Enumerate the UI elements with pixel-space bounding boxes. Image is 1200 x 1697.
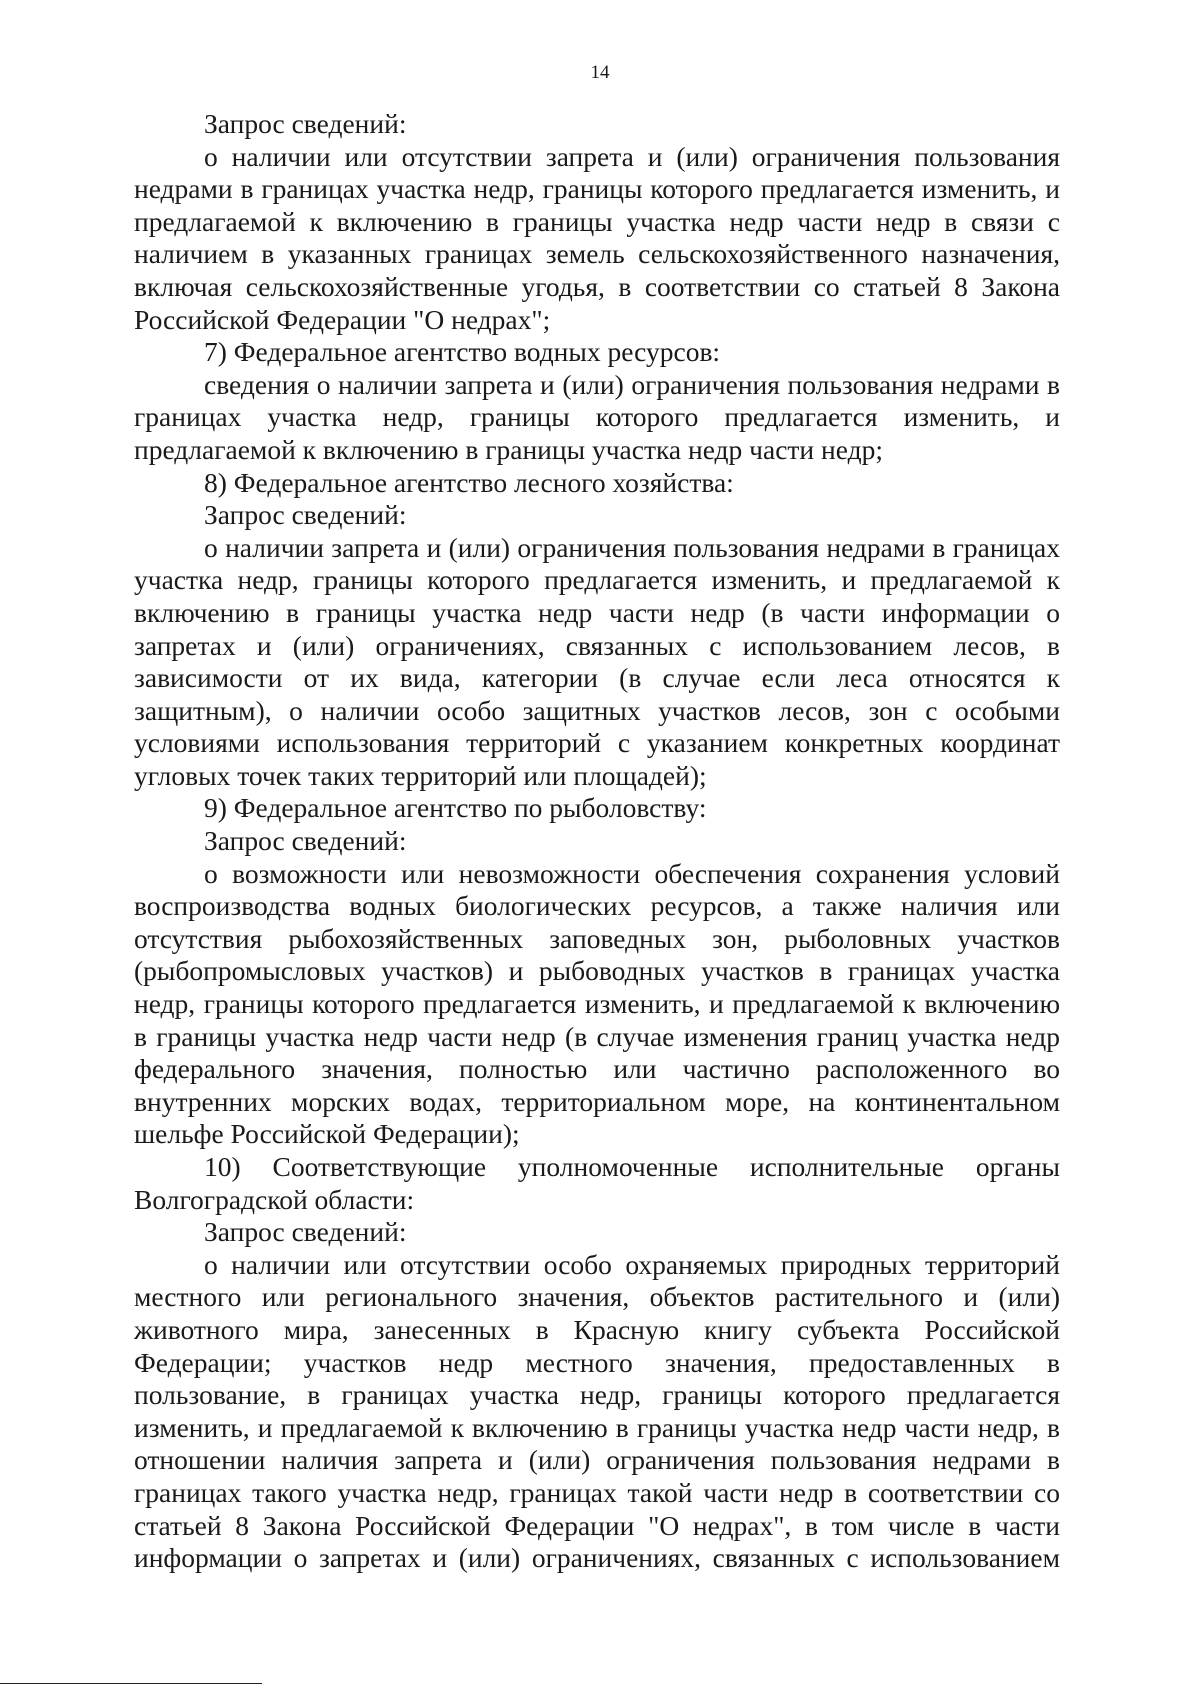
paragraph-item-10-heading: 10) Соответствующие уполномоченные исполнительные органы Волгоградской области: (134, 1151, 1060, 1215)
paragraph-item-8-heading: 8) Федеральное агентство лесного хозяйства: (204, 466, 734, 498)
paragraph-agricultural-lands: о наличии или отсутствии запрета и (или) ограничения пользования недрами в границах участка недр, границы которого предлагается изменить, и предлагаемой к включению в границы участка недр части недр в связи с наличием в указанных границах земель сельскохозяйственного назначения, включая сельскохозяйственные угодья, в соответствии со статьей 8 Закона Российской Федерации "О недрах"; (134, 140, 1060, 335)
paragraph-request-heading: Запрос сведений: (204, 1216, 407, 1248)
paragraph-fisheries: о возможности или невозможности обеспечения сохранения условий воспроизводства водных биологических ресурсов, а также наличия или отсутствия рыбохозяйственных заповедных зон, рыболовных участков (рыбопромысловых участков) и рыбоводных участков в границах участка недр, границы которого предлагается изменить, и предлагаемой к включению в границы участка недр части недр (в случае изменения границ участка недр федерального значения, полностью или частично расположенного во внутренних морских водах, территориальном море, на континентальном шельфе Российской Федерации); (134, 857, 1060, 1150)
paragraph-request-heading: Запрос сведений: (204, 825, 407, 857)
paragraph-item-9-heading: 9) Федеральное агентство по рыболовству: (204, 792, 707, 824)
paragraph-protected-areas: о наличии или отсутствии особо охраняемых природных территорий местного или регионального значения, объектов растительного и (или) животного мира, занесенных в Красную книгу субъекта Российской Федерации; участков недр местного значения, предоставленных в пользование, в границах участка недр, границы которого предлагается изменить, и предлагаемой к включению в границы участка недр части недр, в отношении наличия запрета и (или) ограничения пользования недрами в границах такого участка недр, границах такой части недр в соответствии со статьей 8 Закона Российской Федерации "О недрах", в том числе в части информации о запретах и (или) ограничениях, связанных с использованием (134, 1248, 1060, 1574)
paragraph-request-heading: Запрос сведений: (204, 108, 407, 139)
paragraph-request-heading: Запрос сведений: (204, 499, 407, 531)
page-number: 14 (590, 62, 610, 83)
paragraph-item-7-heading: 7) Федеральное агентство водных ресурсов: (204, 336, 721, 368)
paragraph-forestry: о наличии запрета и (или) ограничения пользования недрами в границах участка недр, границы которого предлагается изменить, и предлагаемой к включению в границы участка недр части недр (в части информации о запретах и (или) ограничениях, связанных с использованием лесов, в зависимости от их вида, категории (в случае если леса относятся к защитным), о наличии особо защитных участков лесов, зон с особыми условиями использования территорий с указанием конкретных координат угловых точек таких территорий или площадей); (134, 531, 1060, 791)
footer-rule (0, 1683, 262, 1684)
document-body (134, 108, 1060, 1575)
paragraph-water-resources: сведения о наличии запрета и (или) ограничения пользования недрами в границах участка недр, границы которого предлагается изменить, и предлагаемой к включению в границы участка недр части недр; (134, 368, 1060, 465)
